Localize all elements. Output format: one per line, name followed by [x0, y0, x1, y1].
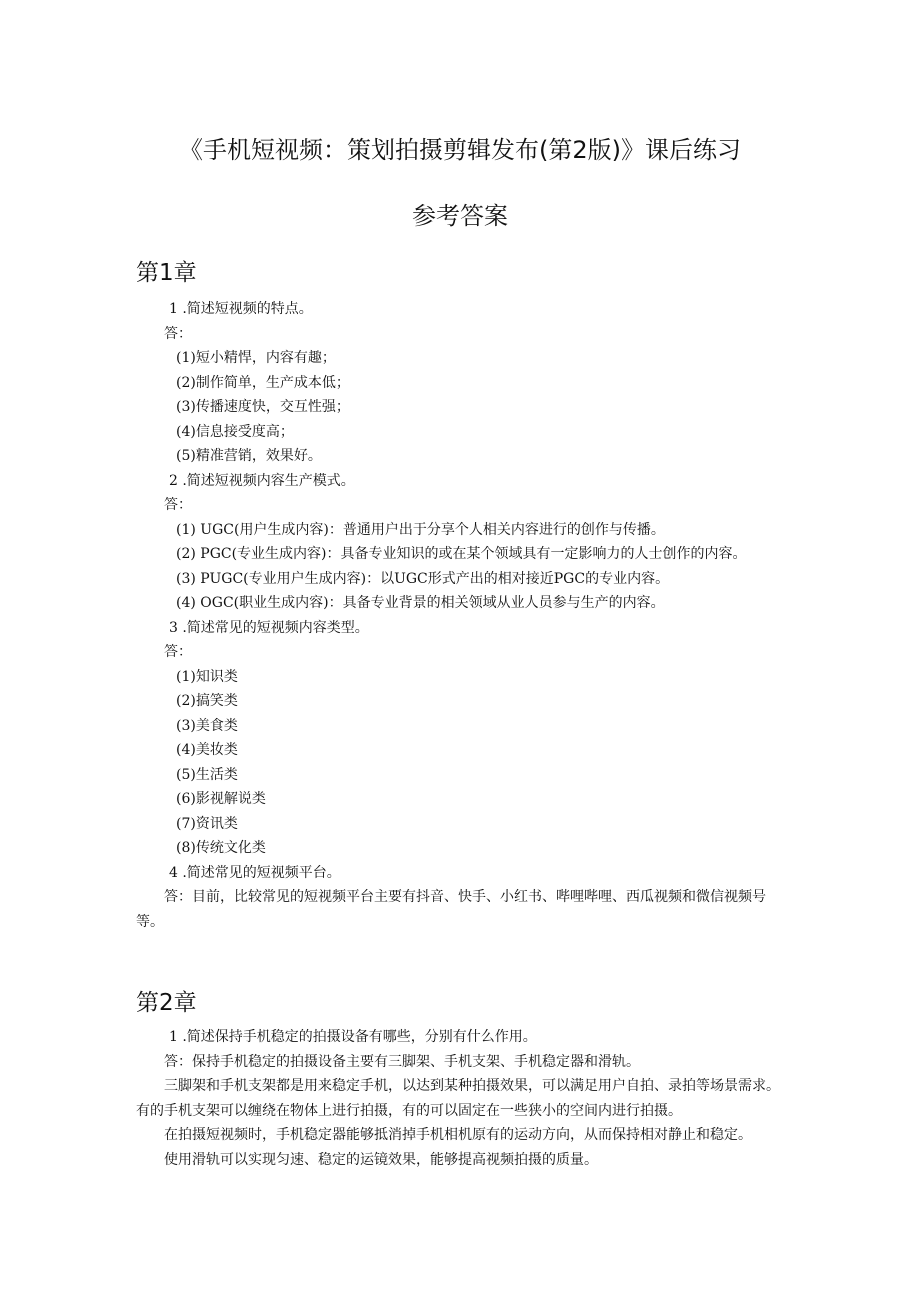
answer-label: 答： [164, 644, 192, 660]
list-item: (3)传播速度快，交互性强； [176, 399, 350, 415]
list-item: (1) UGC(用户生成内容)：普通用户出于分享个人相关内容进行的创作与传播。 [176, 521, 665, 538]
question-2: 2 .简述短视频内容生产模式。 [169, 472, 355, 489]
list-item: (4)美妆类 [176, 742, 238, 758]
answer-paragraph: 答：保持手机稳定的拍摄设备主要有三脚架、手机支架、手机稳定器和滑轨。 [164, 1053, 640, 1070]
answer-paragraph: 三脚架和手机支架都是用来稳定手机，以达到某种拍摄效果，可以满足用户自拍、录拍等场景需求。有的手机支架可以缠绕在物体上进行拍摄，有的可以固定在一些狭小的空间内进行拍摄。 [136, 1078, 780, 1119]
list-item: (2)搞笑类 [176, 693, 238, 709]
list-item: (2) PGC(专业生成内容)：具备专业知识的或在某个领域具有一定影响力的人士创作的内容。 [176, 546, 747, 562]
chapter-1-body [136, 297, 786, 934]
list-item: (1)知识类 [176, 668, 238, 685]
question-3: 3 .简述常见的短视频内容类型。 [169, 619, 369, 636]
list-item: (6)影视解说类 [176, 791, 266, 807]
answer-paragraph: 在拍摄短视频时，手机稳定器能够抵消掉手机相机原有的运动方向，从而保持相对静止和稳定。 [164, 1127, 752, 1143]
question-1: 1 .简述保持手机稳定的拍摄设备有哪些，分别有什么作用。 [169, 1029, 537, 1045]
list-item: (1)短小精悍，内容有趣； [176, 350, 336, 366]
list-item: (7)资讯类 [176, 815, 238, 832]
list-item: (4)信息接受度高； [176, 423, 294, 440]
list-item: (5)生活类 [176, 766, 238, 783]
chapter-2-body [136, 1025, 786, 1172]
chapter-2-heading: 第2章 [136, 990, 197, 1016]
list-item: (4) OGC(职业生成内容)：具备专业背景的相关领域从业人员参与生产的内容。 [176, 595, 665, 611]
chapter-1-heading: 第1章 [136, 260, 197, 286]
list-item: (8)传统文化类 [176, 840, 266, 856]
answer-label: 答： [164, 497, 192, 513]
answer-paragraph: 使用滑轨可以实现匀速、稳定的运镜效果，能够提高视频拍摄的质量。 [164, 1151, 598, 1168]
question-4: 4 .简述常见的短视频平台。 [169, 864, 341, 881]
document-subtitle: 参考答案 [412, 202, 508, 230]
answer-label: 答： [164, 325, 192, 342]
question-1: 1 .简述短视频的特点。 [169, 301, 313, 317]
list-item: (3)美食类 [176, 717, 238, 734]
list-item: (2)制作简单，生产成本低； [176, 374, 350, 391]
document-title: 《手机短视频：策划拍摄剪辑发布(第2版)》课后练习 [179, 136, 741, 164]
list-item: (5)精准营销，效果好。 [176, 448, 322, 464]
list-item: (3) PUGC(专业用户生成内容)：以UGC形式产出的相对接近PGC的专业内容。 [176, 570, 670, 587]
answer-paragraph: 答：目前，比较常见的短视频平台主要有抖音、快手、小红书、哔哩哔哩、西瓜视频和微信视频号等。 [136, 889, 766, 930]
